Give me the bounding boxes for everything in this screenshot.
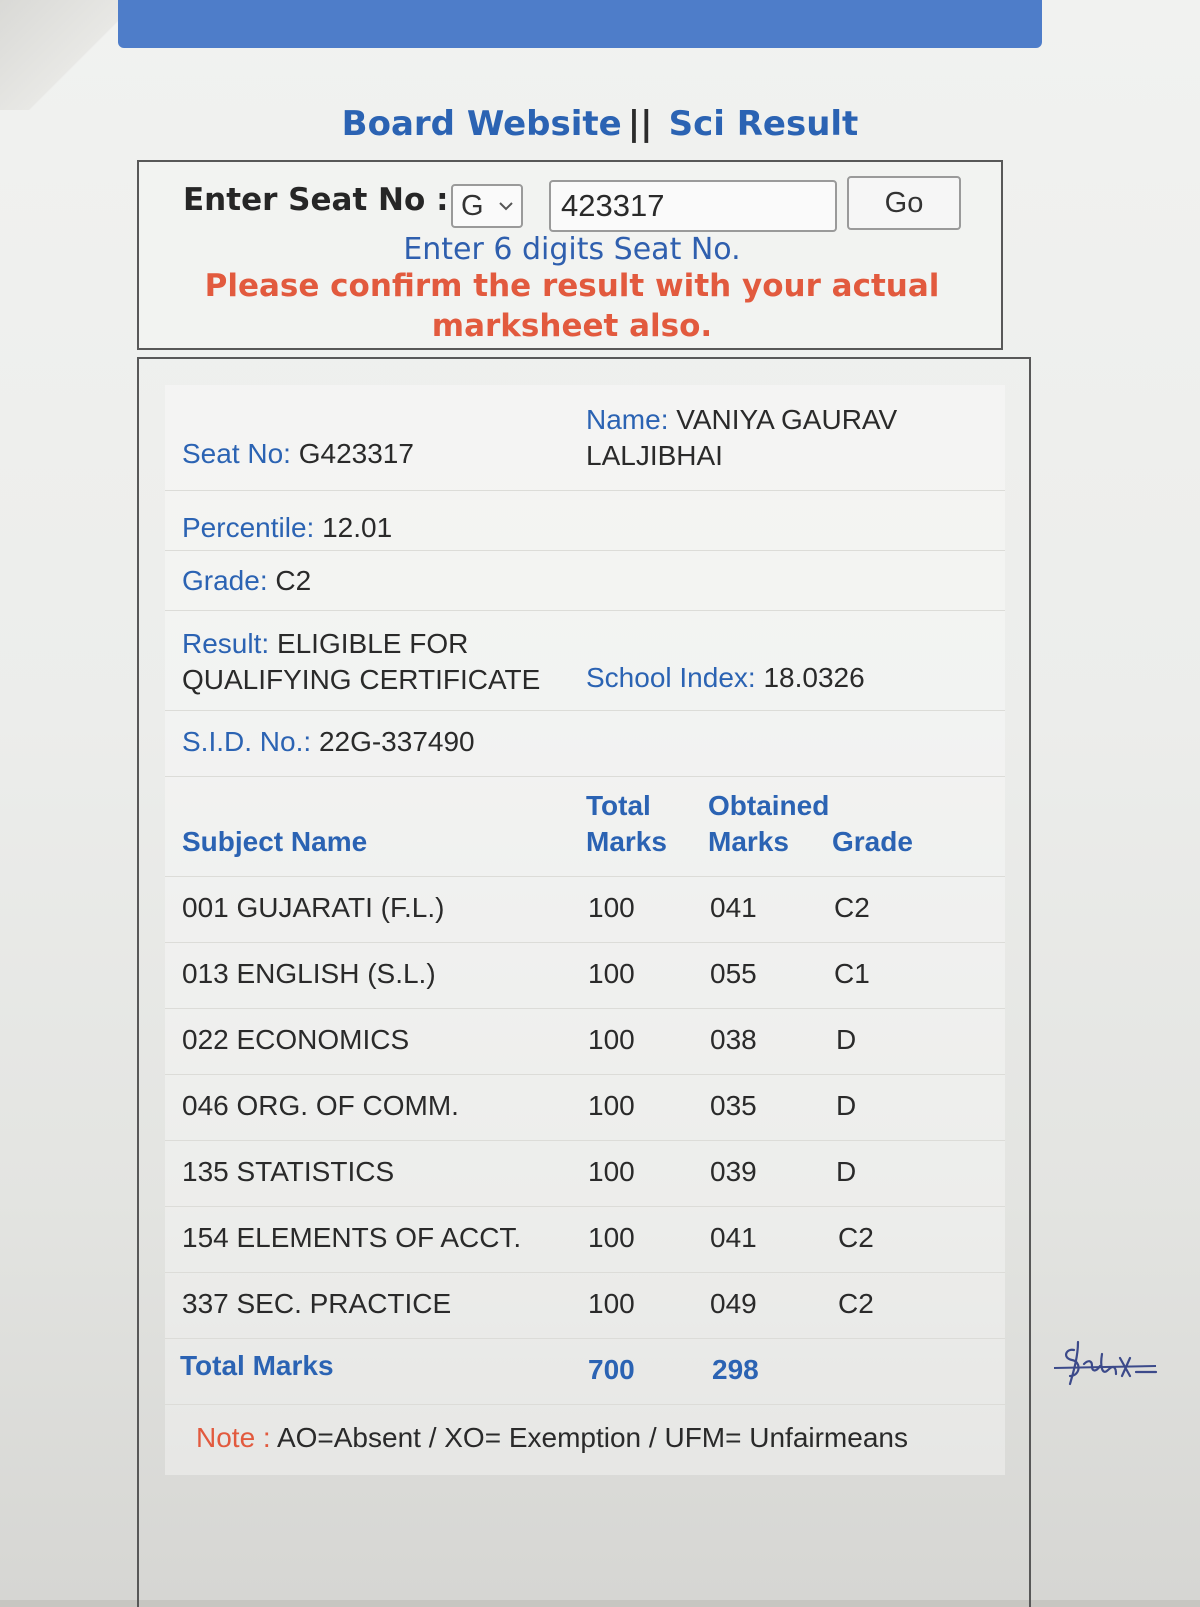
subject-name: 013 ENGLISH (S.L.) [182,958,436,989]
name-value-line1: VANIYA GAURAV [676,404,898,435]
note-label: Note : [196,1422,271,1453]
subject-grade: D [836,1156,857,1187]
grade-field [182,563,311,599]
page-fold [0,0,120,110]
result-field [182,626,540,698]
percentile-field [182,510,392,546]
legend-note [196,1420,908,1456]
total-marks: 100 [588,1090,635,1121]
total-marks-header [586,788,667,860]
subject-grade: C2 [834,892,870,923]
total-header-line2: Marks [586,826,667,857]
confirm-warning: Please confirm the result with your actual marksheet also. [204,268,940,344]
total-marks: 100 [588,1024,635,1055]
subject-name: 154 ELEMENTS OF ACCT. [182,1222,522,1253]
sid-value: 22G-337490 [318,726,475,757]
subject-grade: C2 [838,1222,874,1253]
total-marks-sum: 700 [588,1354,635,1385]
go-button[interactable]: Go [847,176,961,230]
obtained-marks: 039 [710,1156,757,1187]
top-banner [118,0,1042,48]
seat-series-select[interactable] [451,184,523,228]
subject-name: 001 GUJARATI (F.L.) [182,892,445,923]
subject-name: 022 ECONOMICS [182,1024,410,1055]
obtained-marks-header [708,788,829,860]
school-index-field [586,660,865,696]
total-marks: 100 [588,892,635,923]
subject-grade: D [836,1024,857,1055]
seat-number-input[interactable] [549,180,837,232]
header-links [0,104,1200,144]
obtained-marks: 035 [710,1090,757,1121]
board-website-link[interactable]: Board Website [341,104,622,144]
sid-field [182,724,475,760]
seat-no-label: Seat No: [182,438,291,469]
signature-icon [1044,1320,1164,1410]
total-marks: 100 [588,1288,635,1319]
seat-number-label: Enter Seat No : [183,182,449,218]
subject-name-header: Subject Name [182,826,368,857]
total-marks: 100 [588,1156,635,1187]
seat-number-hint: Enter 6 digits Seat No. [403,232,741,267]
result-value-line2: QUALIFYING CERTIFICATE [182,664,541,695]
sid-label: S.I.D. No.: [182,726,312,757]
total-marks: 100 [588,958,635,989]
seat-number-field [182,436,414,472]
seat-search-panel [137,160,1003,350]
note-text: AO=Absent / XO= Exemption / UFM= Unfairmeans [276,1422,908,1453]
school-index-label: School Index: [586,662,756,693]
subject-grade: C1 [834,958,870,989]
sci-result-link[interactable]: Sci Result [668,104,859,144]
obtained-marks: 038 [710,1024,757,1055]
subject-grade: D [836,1090,857,1121]
subject-name: 135 STATISTICS [182,1156,395,1187]
total-marks: 100 [588,1222,635,1253]
grade-value: C2 [275,565,312,596]
obtained-marks: 041 [710,1222,757,1253]
percentile-value: 12.01 [322,512,393,543]
seat-no-value: G423317 [298,438,414,469]
grade-header: Grade [832,826,913,857]
subject-name: 337 SEC. PRACTICE [182,1288,452,1319]
link-separator: || [627,104,653,144]
obtained-header-line1: Obtained [708,790,830,821]
total-marks-label: Total Marks [180,1350,334,1381]
result-label: Result: [182,628,270,659]
name-value-line2: LALJIBHAI [586,440,723,471]
student-name-field [586,402,897,474]
name-label: Name: [586,404,669,435]
percentile-label: Percentile: [182,512,315,543]
obtained-marks-sum: 298 [712,1354,759,1385]
obtained-marks: 049 [710,1288,757,1319]
obtained-header-line2: Marks [708,826,789,857]
obtained-marks: 055 [710,958,757,989]
subject-name: 046 ORG. OF COMM. [182,1090,459,1121]
grade-label: Grade: [182,565,268,596]
subject-grade: C2 [838,1288,874,1319]
obtained-marks: 041 [710,892,757,923]
seat-series-value: G [461,190,484,222]
total-header-line1: Total [586,790,651,821]
school-index-value: 18.0326 [763,662,865,693]
result-value-line1: ELIGIBLE FOR [276,628,469,659]
